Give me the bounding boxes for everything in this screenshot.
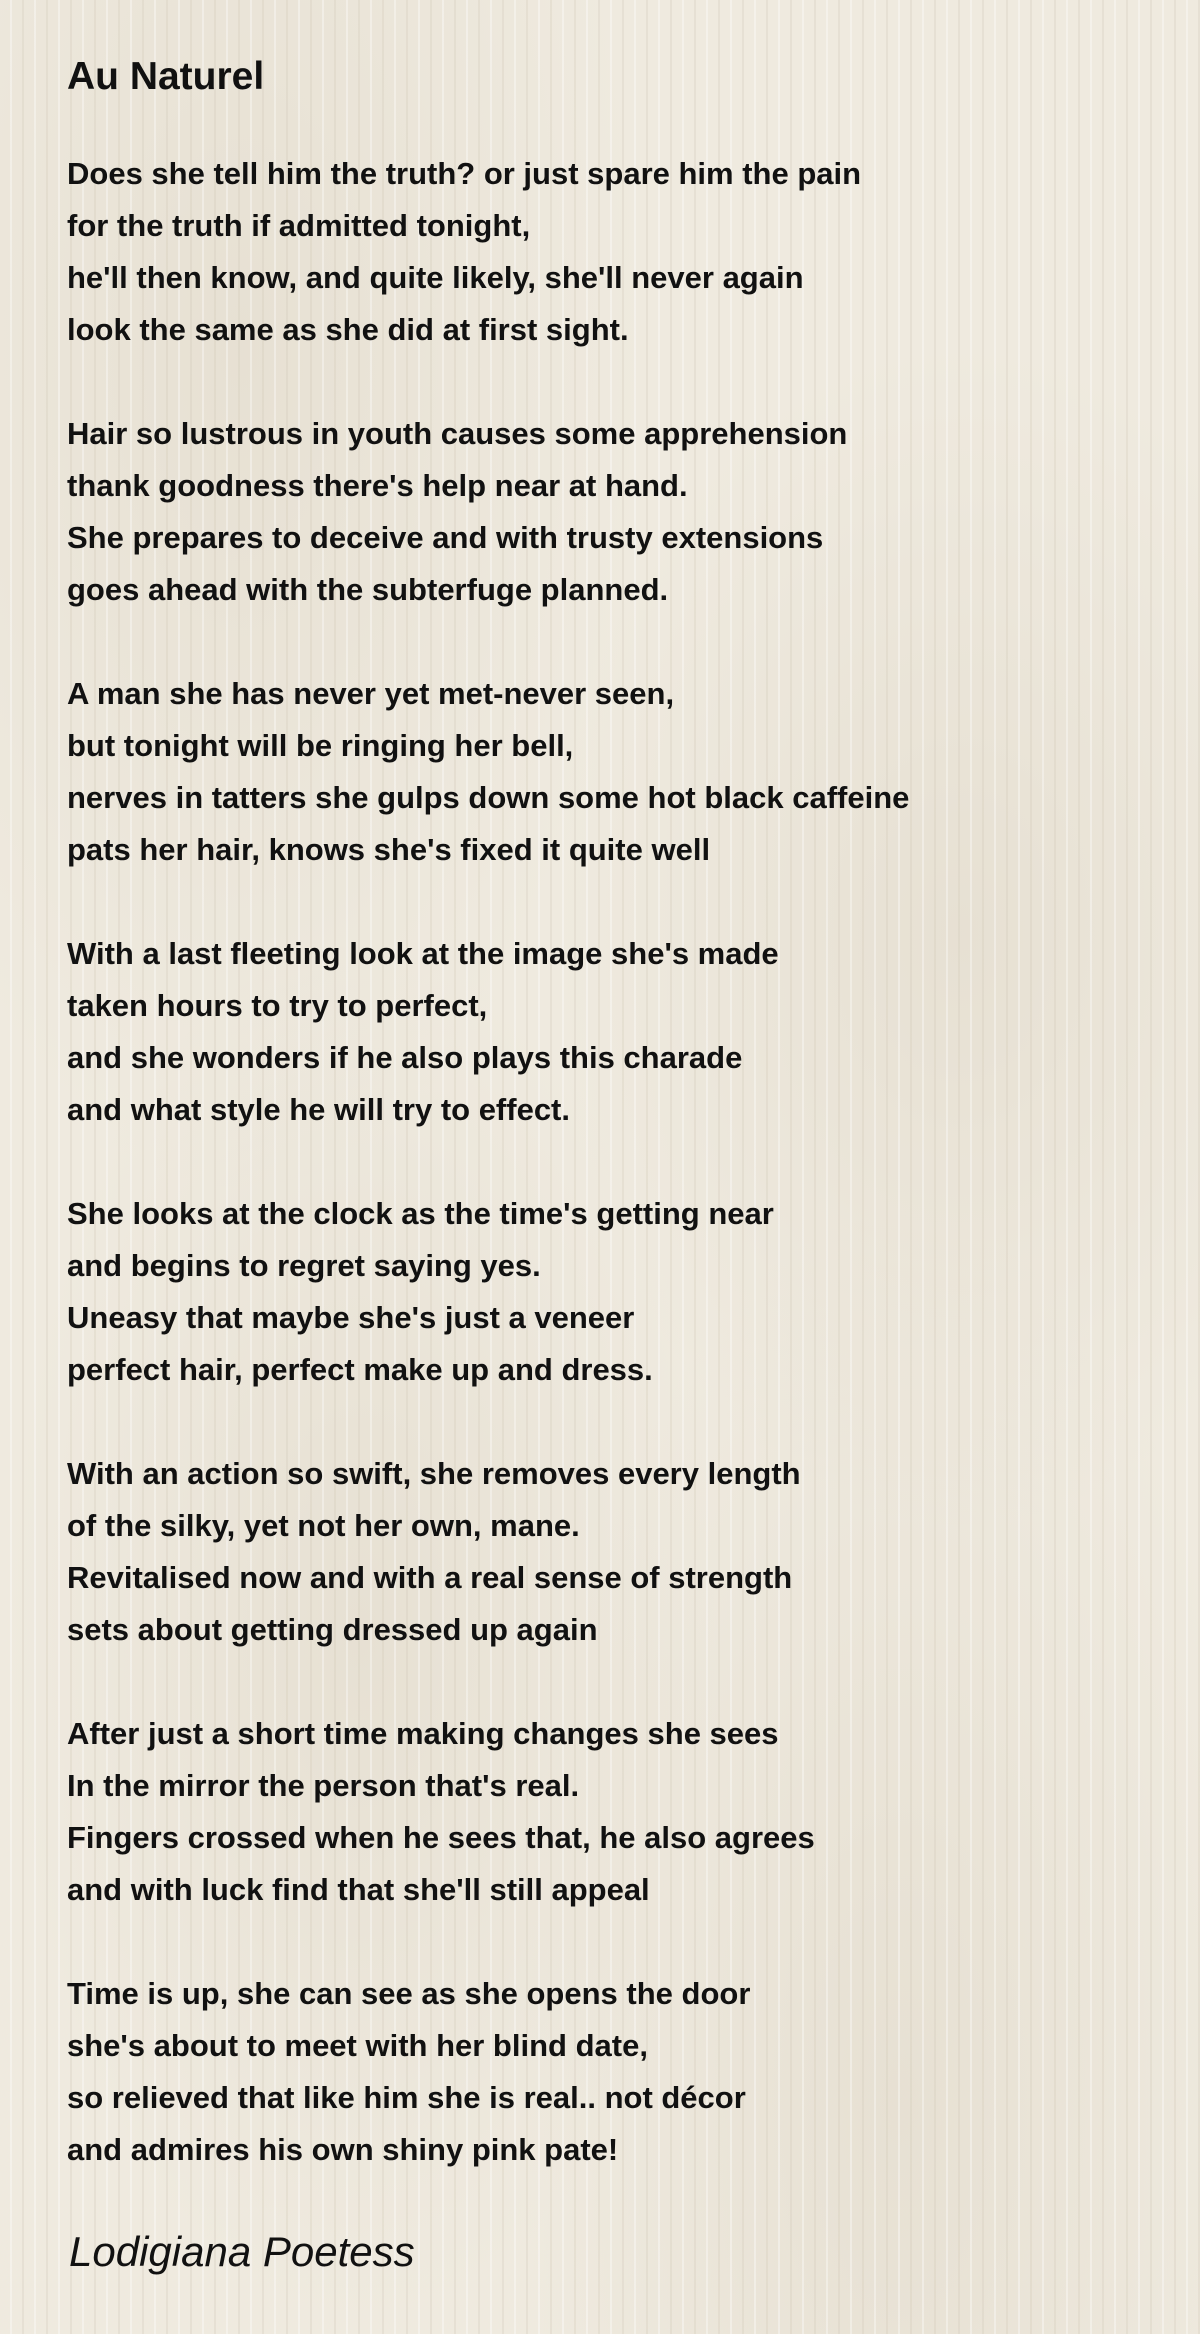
poem-line: and admires his own shiny pink pate! (67, 2132, 619, 2167)
stanza-6 (67, 1448, 1147, 1656)
poem-line: After just a short time making changes she sees (67, 1716, 779, 1751)
poem-line: taken hours to try to perfect, (67, 988, 488, 1023)
stanza-1 (67, 148, 1147, 356)
poem-line: he'll then know, and quite likely, she'll never again (67, 260, 804, 295)
poem-line: Uneasy that maybe she's just a veneer (67, 1300, 635, 1335)
poem-line: Hair so lustrous in youth causes some apprehension (67, 416, 848, 451)
poem-line: In the mirror the person that's real. (67, 1768, 580, 1803)
poem-line: She prepares to deceive and with trusty extensions (67, 520, 824, 555)
poem-line: and begins to regret saying yes. (67, 1248, 541, 1283)
stanza-2 (67, 408, 1147, 616)
poem-line: Revitalised now and with a real sense of strength (67, 1560, 793, 1595)
poem-line: look the same as she did at first sight. (67, 312, 629, 347)
poem-line: With a last fleeting look at the image she's made (67, 936, 779, 971)
stanza-8 (67, 1968, 1147, 2176)
poem-line: and with luck find that she'll still appeal (67, 1872, 650, 1907)
poem-line: for the truth if admitted tonight, (67, 208, 531, 243)
stanza-4 (67, 928, 1147, 1136)
poem-line: Fingers crossed when he sees that, he also agrees (67, 1820, 815, 1855)
poem-line: thank goodness there's help near at hand. (67, 468, 688, 503)
poem-line: Does she tell him the truth? or just spare him the pain (67, 156, 862, 191)
poem-line: and she wonders if he also plays this charade (67, 1040, 743, 1075)
poem-line: and what style he will try to effect. (67, 1092, 570, 1127)
poem-line: but tonight will be ringing her bell, (67, 728, 574, 763)
stanza-3 (67, 668, 1147, 876)
poem-line: she's about to meet with her blind date, (67, 2028, 648, 2063)
poem-page (67, 50, 1147, 2280)
poem-line: sets about getting dressed up again (67, 1612, 598, 1647)
poem-title: Au Naturel (67, 55, 265, 98)
poem-author: Lodigiana Poetess (69, 2228, 415, 2275)
poem-line: A man she has never yet met-never seen, (67, 676, 675, 711)
poem-line: nerves in tatters she gulps down some hot black caffeine (67, 780, 910, 815)
poem-line: pats her hair, knows she's fixed it quite well (67, 832, 711, 867)
stanza-7 (67, 1708, 1147, 1916)
poem-line: Time is up, she can see as she opens the door (67, 1976, 751, 2011)
poem-line: so relieved that like him she is real.. not décor (67, 2080, 746, 2115)
stanza-5 (67, 1188, 1147, 1396)
poem-line: goes ahead with the subterfuge planned. (67, 572, 669, 607)
poem-line: perfect hair, perfect make up and dress. (67, 1352, 653, 1387)
poem-line: She looks at the clock as the time's getting near (67, 1196, 774, 1231)
poem-line: of the silky, yet not her own, mane. (67, 1508, 580, 1543)
poem-line: With an action so swift, she removes every length (67, 1456, 801, 1491)
